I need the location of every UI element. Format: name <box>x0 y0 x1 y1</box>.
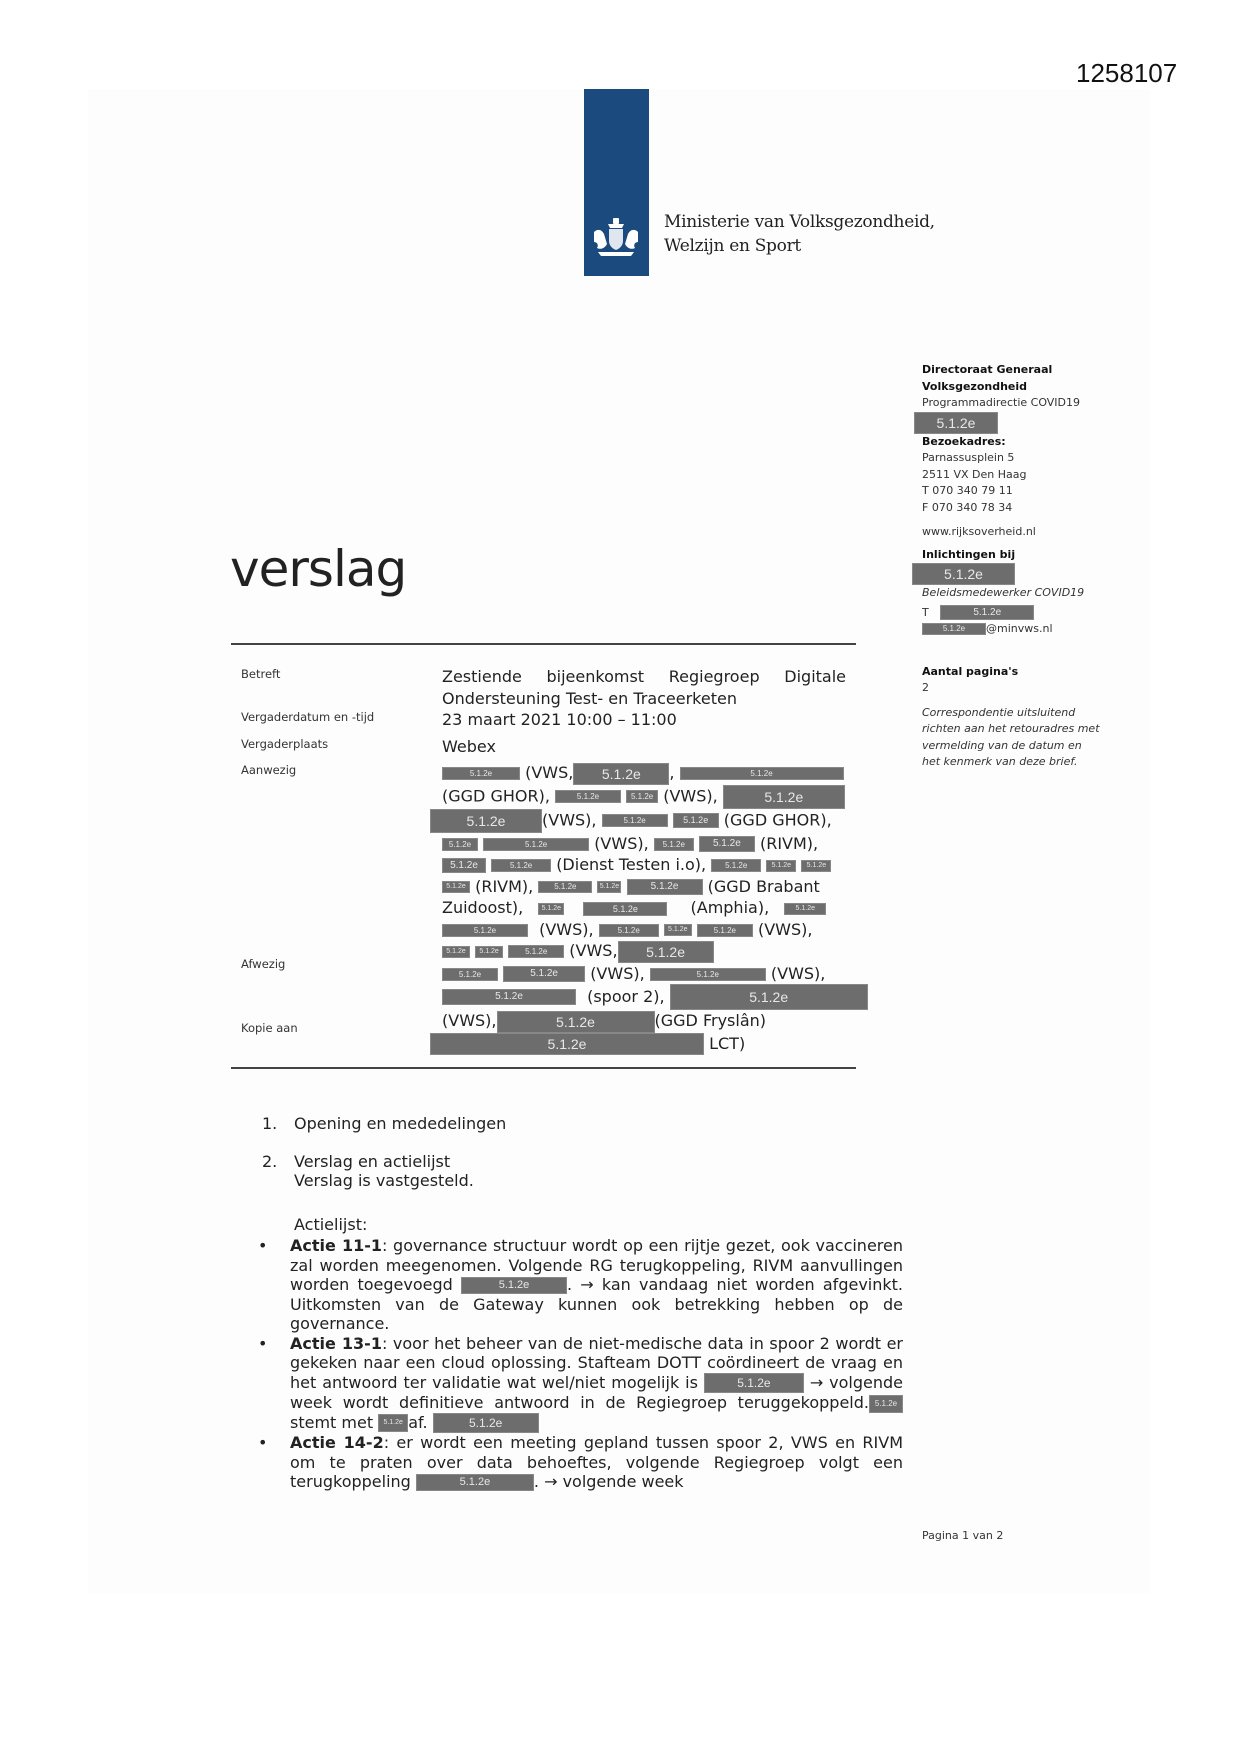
org-label: (VWS), <box>757 919 813 939</box>
email-suffix: @minvws.nl <box>986 622 1053 635</box>
redaction-box: 5.1.2e <box>664 924 692 936</box>
org-label: (VWS), <box>663 786 718 805</box>
redaction-box: 5.1.2e <box>483 838 589 851</box>
redaction-box: 5.1.2e <box>491 859 551 872</box>
attendee-list <box>442 762 846 1055</box>
divider-top <box>231 643 856 645</box>
agenda-item-number: 2. <box>262 1151 278 1171</box>
location-label: Vergaderplaats <box>241 737 329 751</box>
agenda-item-title: Verslag en actielijst <box>294 1151 451 1171</box>
redaction-box: 5.1.2e <box>442 924 528 937</box>
org-label: (RIVM), <box>759 833 819 853</box>
redaction-box: 5.1.2e <box>597 881 621 893</box>
agenda-item-2 <box>262 1152 907 1191</box>
pages-label: Aantal pagina's <box>922 664 1019 678</box>
redaction-box: 5.1.2e <box>784 903 826 915</box>
present-label: Aanwezig <box>241 763 297 777</box>
org-label: (GGD Fryslân) <box>654 1011 766 1030</box>
redaction-box: 5.1.2e <box>697 924 753 937</box>
redaction-box: 5.1.2e <box>922 623 986 635</box>
datetime-label: Vergaderdatum en -tijd <box>241 710 375 724</box>
redaction-box: 5.1.2e <box>442 838 478 851</box>
coat-of-arms-icon <box>590 216 642 260</box>
bullet-icon: • <box>258 1433 268 1452</box>
redaction-box: 5.1.2e <box>508 945 564 958</box>
datetime-value: 23 maart 2021 10:00 – 11:00 <box>442 710 677 729</box>
org-label: (VWS, <box>569 941 618 960</box>
redaction-box: 5.1.2e <box>475 946 503 958</box>
street-address: Parnassusplein 5 <box>922 451 1015 464</box>
redaction-box: 5.1.2e <box>626 790 658 803</box>
redaction-box: 5.1.2e <box>723 785 845 809</box>
org-label: (GGD GHOR), <box>442 786 550 805</box>
org-label: (VWS), <box>542 810 597 829</box>
org-label: (VWS), <box>442 1011 497 1030</box>
pages-value: 2 <box>922 681 929 694</box>
redaction-box: 5.1.2e <box>538 903 564 915</box>
redaction-box: 5.1.2e <box>430 809 542 833</box>
org-label: (VWS, <box>525 763 574 782</box>
org-label: (VWS), <box>770 963 826 983</box>
copy-label: Kopie aan <box>241 1021 298 1035</box>
redaction-box: 5.1.2e <box>433 1413 539 1433</box>
agenda-item-1 <box>262 1114 907 1134</box>
redaction-box: 5.1.2e <box>670 984 868 1010</box>
agenda-item-note: Verslag is vastgesteld. <box>294 1171 474 1190</box>
document-id: 1258107 <box>1076 58 1178 88</box>
phone-number: T 070 340 79 11 <box>922 484 1013 497</box>
redaction-box: 5.1.2e <box>503 966 585 982</box>
ministry-name <box>664 210 935 258</box>
redaction-box: 5.1.2e <box>699 836 755 852</box>
subject-label: Betreft <box>241 667 281 681</box>
action-item <box>258 1433 903 1492</box>
action-id: Actie 14-2 <box>290 1433 384 1452</box>
redaction-box: 5.1.2e <box>704 1373 804 1393</box>
bullet-icon: • <box>258 1236 268 1255</box>
directorate-line1: Directoraat Generaal <box>922 363 1053 376</box>
action-text: . → volgende week <box>533 1472 684 1491</box>
postal-city: 2511 VX Den Haag <box>922 467 1027 481</box>
redaction-box: 5.1.2e <box>461 1277 567 1294</box>
bullet-icon: • <box>258 1333 268 1353</box>
divider-bottom <box>231 1067 856 1069</box>
separator: , <box>669 763 675 782</box>
absent-label: Afwezig <box>241 957 286 971</box>
redaction-box: 5.1.2e <box>378 1414 408 1432</box>
contact-role: Beleidsmedewerker COVID19 <box>922 586 1085 599</box>
website-link[interactable]: www.rijksoverheid.nl <box>922 525 1036 538</box>
redaction-box: 5.1.2e <box>869 1395 903 1413</box>
org-label: (Amphia), <box>690 898 770 917</box>
org-label: LCT) <box>709 1033 746 1053</box>
redaction-box: 5.1.2e <box>766 860 796 872</box>
redaction-box: 5.1.2e <box>573 763 669 785</box>
org-label: (VWS), <box>590 963 645 983</box>
sidebar-contact-info <box>922 362 1152 771</box>
action-text: . → kan vandaag niet worden afgevinkt. Uitkomsten van de Gateway kunnen ook betrekking hebben op de governance. <box>290 1275 903 1333</box>
redaction-box: 5.1.2e <box>801 860 831 872</box>
agenda <box>258 1114 907 1492</box>
redaction-box: 5.1.2e <box>650 968 766 981</box>
redaction-box: 5.1.2e <box>442 881 470 893</box>
redaction-box: 5.1.2e <box>442 989 576 1005</box>
org-label: (GGD GHOR), <box>723 810 832 829</box>
action-id: Actie 13-1 <box>290 1333 382 1353</box>
action-item <box>258 1236 903 1334</box>
document-title: verslag <box>230 540 407 598</box>
redaction-box: 5.1.2e <box>583 902 667 916</box>
page-indicator: Pagina 1 van 2 <box>922 1529 1004 1542</box>
directorate-line2: Volksgezondheid <box>922 379 1028 393</box>
action-text: : er wordt een meeting gepland tussen spoor 2, VWS en RIVM om te praten over data behoeftes, volgende Regiegroep volgt een terugkoppeling <box>290 1433 903 1491</box>
programme-name: Programmadirectie COVID19 <box>922 396 1081 409</box>
subject-line1: Zestiende bijeenkomst Regiegroep Digitale <box>442 667 846 686</box>
redaction-box: 5.1.2e <box>680 767 844 780</box>
action-text: : governance structuur wordt op een rijtje gezet, ook vaccineren zal worden meegenomen. Volgende RG terugkoppeling, RIVM aanvullingen worden toegevoegd <box>290 1236 903 1294</box>
redaction-box: 5.1.2e <box>673 813 719 828</box>
redaction-box: 5.1.2e <box>654 838 694 851</box>
redaction-box: 5.1.2e <box>627 879 703 895</box>
org-label: (RIVM), <box>475 876 534 896</box>
contact-phone-prefix: T <box>922 605 929 619</box>
redaction-box: 5.1.2e <box>442 858 486 873</box>
redaction-box: 5.1.2e <box>442 767 520 780</box>
redaction-box: 5.1.2e <box>599 924 659 937</box>
redaction-box: 5.1.2e <box>602 814 668 827</box>
redaction-box: 5.1.2e <box>430 1033 704 1055</box>
redaction-box: 5.1.2e <box>538 881 592 893</box>
redaction-box: 5.1.2e <box>442 968 498 981</box>
action-text: stemt met <box>290 1412 379 1432</box>
subject-line2: Ondersteuning Test- en Traceerketen <box>442 688 737 708</box>
redaction-box: 5.1.2e <box>618 941 714 963</box>
redaction-box: 5.1.2e <box>940 605 1034 620</box>
org-label: (GGD Brabant <box>707 876 820 896</box>
redaction-box: 5.1.2e <box>912 563 1015 585</box>
redaction-box: 5.1.2e <box>497 1011 655 1033</box>
fax-number: F 070 340 78 34 <box>922 500 1013 514</box>
org-label: (VWS), <box>539 919 594 939</box>
redaction-box: 5.1.2e <box>711 859 761 872</box>
visit-address-label: Bezoekadres: <box>922 434 1006 448</box>
redaction-box: 5.1.2e <box>914 412 998 434</box>
ministry-name-line2: Welzijn en Sport <box>664 236 801 256</box>
agenda-item-title: Opening en mededelingen <box>294 1114 507 1133</box>
action-text: af. <box>408 1412 433 1432</box>
action-text: : voor het beheer van de niet-medische data in spoor 2 wordt er gekeken naar een cloud oplossing. Stafteam DOTT coördineert de vraag en het antwoord ter validatie wat wel/niet mogelijk is <box>290 1333 903 1392</box>
info-label: Inlichtingen bij <box>922 547 1016 561</box>
action-item <box>258 1334 903 1434</box>
redaction-box: 5.1.2e <box>442 946 470 958</box>
ministry-name-line1: Ministerie van Volksgezondheid, <box>664 212 935 232</box>
redaction-box: 5.1.2e <box>416 1474 534 1491</box>
org-label: (spoor 2), <box>587 986 665 1006</box>
org-label: (Dienst Testen i.o), <box>556 855 707 874</box>
correspondence-note: Correspondentie uitsluitend richten aan het retouradres met vermelding van de datum en het kenmerk van deze brief. <box>922 705 1100 768</box>
meta-values <box>442 666 846 757</box>
org-label: (VWS), <box>594 833 649 853</box>
redaction-box: 5.1.2e <box>555 790 621 803</box>
action-list-label: Actielijst: <box>294 1214 368 1234</box>
action-id: Actie 11-1 <box>290 1236 383 1255</box>
action-text: → volgende week wordt definitieve antwoord in de Regiegroep teruggekoppeld. <box>290 1372 903 1412</box>
location-value: Webex <box>442 736 496 756</box>
agenda-item-number: 1. <box>262 1114 278 1133</box>
org-label: Zuidoost), <box>442 898 524 917</box>
